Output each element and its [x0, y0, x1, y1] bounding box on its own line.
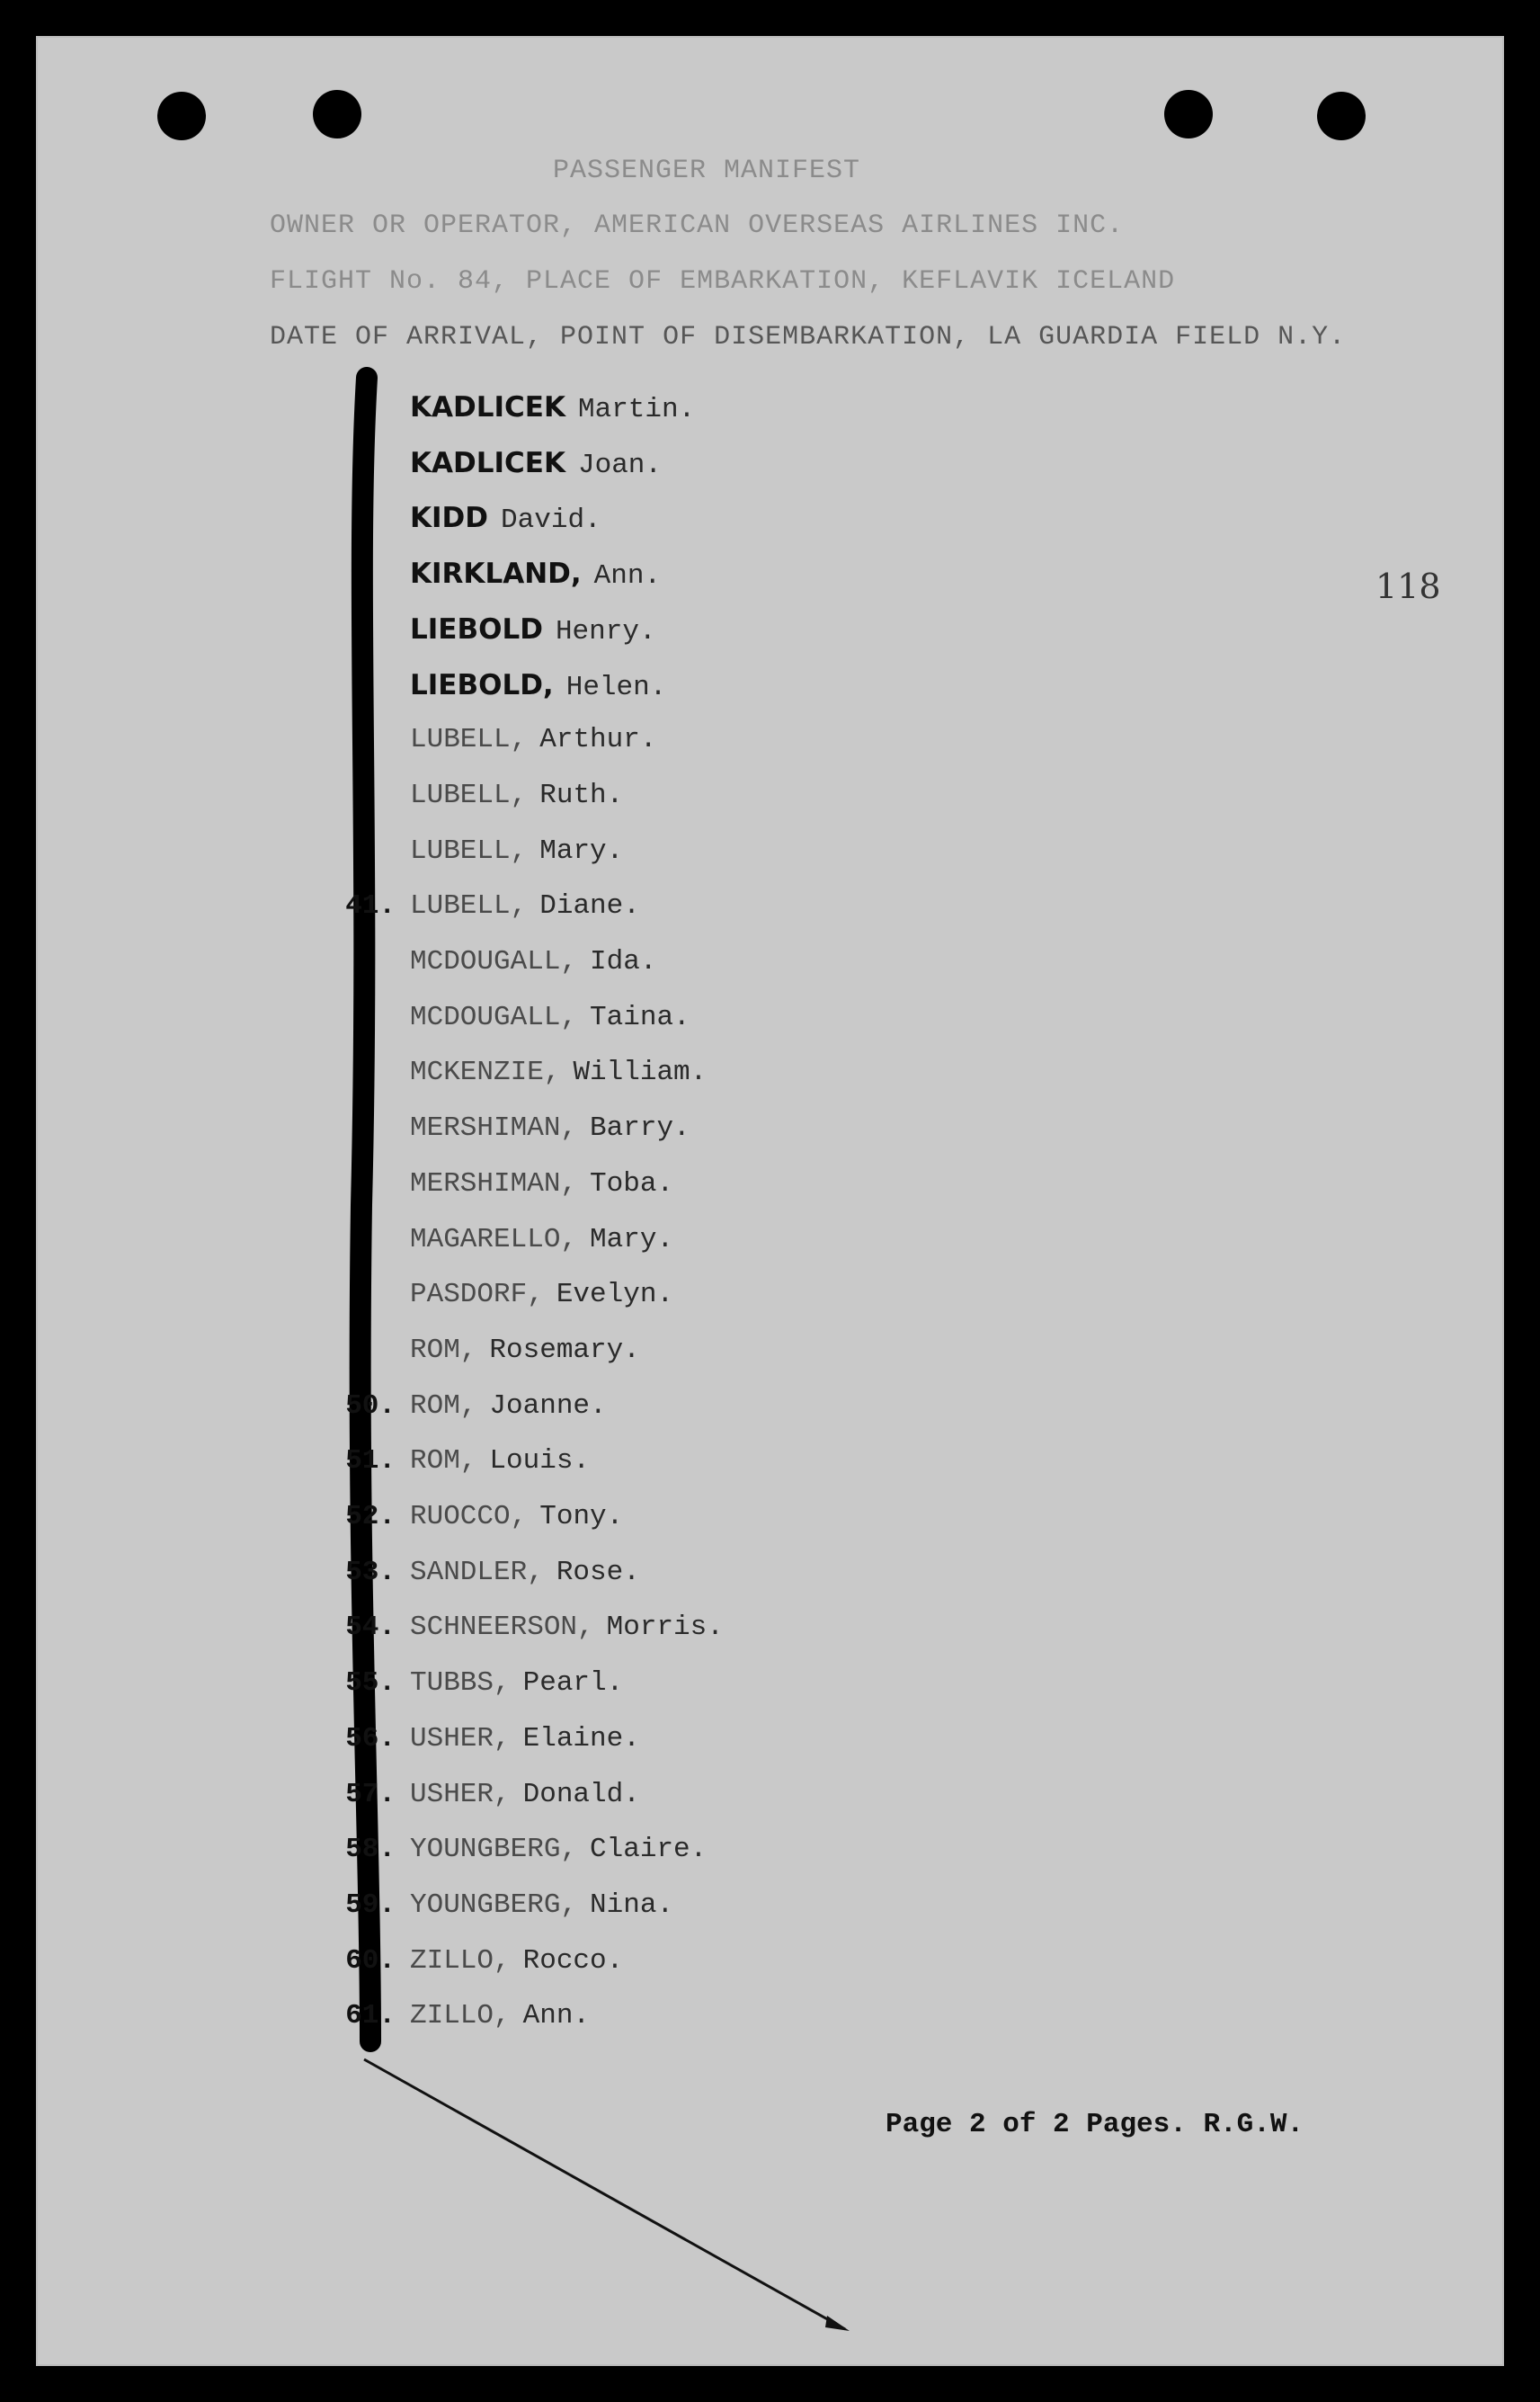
punch-hole-2	[313, 90, 361, 138]
passenger-number: 41.	[345, 890, 396, 922]
passenger-row	[333, 780, 623, 816]
passenger-number: 50.	[345, 1390, 396, 1422]
passenger-given-name: Evelyn.	[556, 1279, 674, 1310]
passenger-number: 61.	[345, 2000, 396, 2031]
passenger-row	[333, 835, 623, 871]
passenger-surname: KADLICEK	[410, 391, 565, 424]
passenger-number: 51.	[345, 1445, 396, 1477]
passenger-surname: ZILLO,	[410, 2000, 511, 2031]
passenger-given-name: Mary.	[539, 835, 624, 867]
passenger-surname: KADLICEK	[410, 447, 565, 479]
passenger-row	[333, 1002, 690, 1038]
punch-hole-3	[1164, 90, 1213, 138]
passenger-surname: YOUNGBERG,	[410, 1889, 578, 1921]
manifest-page	[36, 36, 1504, 2366]
passenger-surname: TUBBS,	[410, 1667, 511, 1699]
passenger-row	[333, 946, 656, 982]
passenger-given-name: Louis.	[489, 1445, 591, 1477]
passenger-row	[333, 1112, 690, 1148]
passenger-given-name: Rosemary.	[489, 1335, 640, 1366]
passenger-given-name: Henry.	[555, 616, 656, 647]
passenger-surname: LUBELL,	[410, 780, 528, 811]
passenger-row	[333, 1445, 590, 1481]
passenger-row	[333, 890, 640, 926]
passenger-surname: KIRKLAND,	[410, 558, 582, 590]
passenger-surname: USHER,	[410, 1723, 511, 1755]
passenger-given-name: Arthur.	[539, 724, 657, 755]
passenger-surname: ROM,	[410, 1445, 477, 1477]
page-footer: Page 2 of 2 Pages. R.G.W.	[886, 2109, 1304, 2140]
passenger-surname: SANDLER,	[410, 1557, 544, 1588]
passenger-surname: MCDOUGALL,	[410, 946, 578, 978]
passenger-given-name: Barry.	[590, 1112, 690, 1144]
passenger-number: 54.	[345, 1612, 396, 1643]
passenger-row	[333, 1612, 724, 1647]
passenger-surname: ROM,	[410, 1390, 477, 1422]
passenger-given-name: William.	[573, 1057, 708, 1088]
passenger-row	[333, 1279, 673, 1315]
passenger-row	[333, 1667, 623, 1703]
passenger-given-name: Pearl.	[522, 1667, 624, 1699]
operator-line: OWNER OR OPERATOR, AMERICAN OVERSEAS AIRLINES INC.	[270, 210, 1125, 241]
passenger-row	[333, 613, 656, 649]
passenger-number: 59.	[345, 1889, 396, 1921]
passenger-row	[333, 1723, 640, 1759]
passenger-given-name: Toba.	[590, 1168, 674, 1200]
passenger-given-name: Elaine.	[522, 1723, 640, 1755]
passenger-row	[333, 1834, 707, 1870]
passenger-given-name: Rose.	[556, 1557, 640, 1588]
passenger-row	[333, 391, 695, 427]
passenger-surname: MERSHIMAN,	[410, 1112, 578, 1144]
passenger-surname: MERSHIMAN,	[410, 1168, 578, 1200]
passenger-surname: PASDORF,	[410, 1279, 544, 1310]
passenger-given-name: Mary.	[590, 1224, 674, 1255]
passenger-row	[333, 1557, 640, 1593]
passenger-given-name: Joanne.	[489, 1390, 607, 1422]
passenger-given-name: Diane.	[539, 890, 640, 922]
passenger-given-name: Joan.	[577, 450, 662, 481]
passenger-given-name: Tony.	[539, 1501, 624, 1532]
passenger-given-name: David.	[501, 505, 601, 536]
passenger-given-name: Claire.	[590, 1834, 708, 1865]
passenger-given-name: Helen.	[565, 672, 667, 703]
passenger-row	[333, 1390, 607, 1426]
passenger-row	[333, 2000, 590, 2036]
passenger-surname: MCKENZIE,	[410, 1057, 561, 1088]
passenger-surname: YOUNGBERG,	[410, 1834, 578, 1865]
passenger-given-name: Ann.	[593, 560, 662, 592]
passenger-given-name: Taina.	[590, 1002, 690, 1033]
passenger-number: 55.	[345, 1667, 396, 1699]
passenger-row	[333, 502, 601, 538]
passenger-surname: LUBELL,	[410, 890, 528, 922]
punch-hole-4	[1317, 92, 1366, 140]
passenger-surname: MAGARELLO,	[410, 1224, 578, 1255]
passenger-given-name: Rocco.	[522, 1945, 624, 1977]
passenger-number: 58.	[345, 1834, 396, 1865]
flight-line: FLIGHT No. 84, PLACE OF EMBARKATION, KEFLAVIK ICELAND	[270, 266, 1176, 297]
passenger-surname: USHER,	[410, 1779, 511, 1810]
passenger-number: 52.	[345, 1501, 396, 1532]
passenger-surname: KIDD	[410, 502, 489, 534]
passenger-number: 60.	[345, 1945, 396, 1977]
passenger-given-name: Morris.	[606, 1612, 724, 1643]
passenger-row	[333, 1057, 707, 1093]
passenger-given-name: Ruth.	[539, 780, 624, 811]
passenger-given-name: Ann.	[522, 2000, 591, 2031]
passenger-given-name: Martin.	[577, 394, 696, 425]
passenger-number: 57.	[345, 1779, 396, 1810]
passenger-surname: RUOCCO,	[410, 1501, 528, 1532]
passenger-row	[333, 558, 661, 594]
punch-hole-1	[157, 92, 206, 140]
passenger-surname: LIEBOLD,	[410, 669, 554, 701]
passenger-surname: LIEBOLD	[410, 613, 543, 646]
passenger-surname: SCHNEERSON,	[410, 1612, 594, 1643]
page-number: 118	[1375, 567, 1441, 606]
passenger-row	[333, 1945, 623, 1981]
passenger-surname: LUBELL,	[410, 835, 528, 867]
arrival-line: DATE OF ARRIVAL, POINT OF DISEMBARKATION, LA GUARDIA FIELD N.Y.	[270, 322, 1347, 353]
passenger-surname: ROM,	[410, 1335, 477, 1366]
passenger-row	[333, 669, 666, 705]
manifest-title: PASSENGER MANIFEST	[553, 156, 861, 186]
passenger-row	[333, 447, 662, 483]
handwritten-bracket-mark	[36, 36, 1504, 2366]
passenger-number: 56.	[345, 1723, 396, 1755]
passenger-given-name: Nina.	[590, 1889, 674, 1921]
passenger-given-name: Donald.	[522, 1779, 640, 1810]
passenger-number: 53.	[345, 1557, 396, 1588]
passenger-surname: MCDOUGALL,	[410, 1002, 578, 1033]
passenger-row	[333, 1335, 640, 1371]
passenger-row	[333, 724, 656, 760]
passenger-row	[333, 1168, 673, 1204]
passenger-surname: LUBELL,	[410, 724, 528, 755]
passenger-given-name: Ida.	[590, 946, 657, 978]
passenger-row	[333, 1501, 623, 1537]
passenger-surname: ZILLO,	[410, 1945, 511, 1977]
passenger-row	[333, 1889, 673, 1925]
passenger-row	[333, 1224, 673, 1260]
passenger-row	[333, 1779, 640, 1815]
